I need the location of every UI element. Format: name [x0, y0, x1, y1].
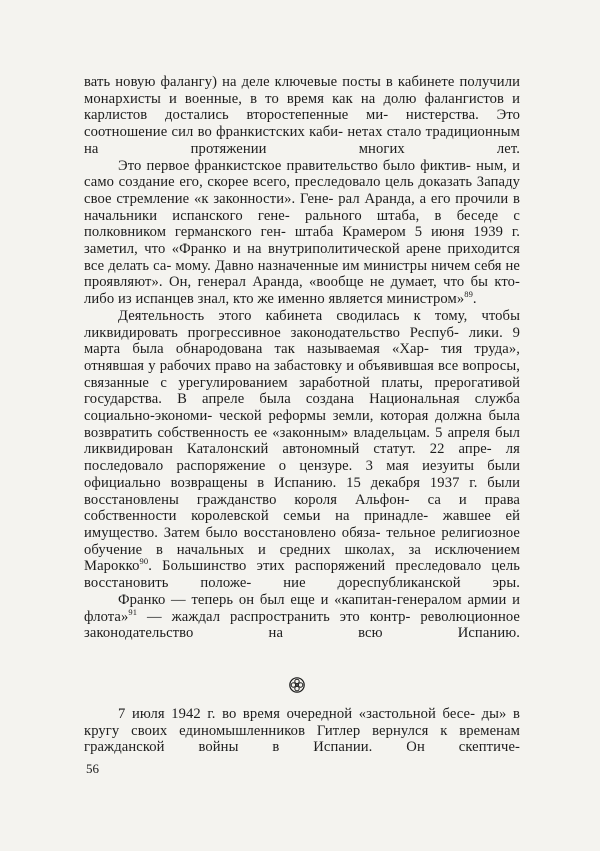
page-number: 56 — [86, 761, 99, 776]
text-line: временам гражданской войны в Испании. Он скептиче- — [84, 722, 520, 756]
page-text — [84, 74, 520, 642]
text-fragment: . Большинство этих — [148, 558, 285, 575]
text-line: мому. Давно назначенные им министры ничем себя не — [175, 257, 521, 274]
paragraph-1 — [84, 74, 520, 158]
text-line: были официально возвращены в Испанию. 15 декабря — [84, 458, 520, 491]
text-line: тельное религиозное обучение в начальных и средних — [84, 524, 521, 558]
text-line: школах, за исключением Марокко — [84, 541, 521, 575]
text-line: Деятельность этого кабинета сводилась к тому, чтобы — [118, 307, 520, 324]
footnote-marker-90: 90 — [139, 556, 149, 567]
text-line: революционное законодательство на всю Испанию. — [84, 608, 521, 642]
text-line: штаба Крамером 5 июня 1939 г. заметил, что «Франко и — [84, 224, 521, 258]
flower-ornament-icon — [288, 676, 306, 694]
text-line: ликвидировать прогрессивное законодательство Респуб- — [84, 324, 459, 341]
paragraph-5 — [84, 706, 520, 756]
text-line: армии и флота» — [84, 591, 520, 625]
footnote-marker-91: 91 — [128, 606, 138, 617]
text-line: са и права собственности королевской семьи на принадле- — [84, 491, 521, 525]
continued-text — [84, 706, 520, 756]
footnote-marker-89: 89 — [464, 289, 473, 300]
paragraph-3 — [84, 308, 520, 592]
text-fragment: — жаждал распространить это контр- — [137, 608, 411, 625]
text-line: рального штаба, в беседе с полковником германского ген- — [84, 207, 520, 241]
text-line: распоряжений преследовало цель восстановить положе- — [84, 558, 521, 592]
text-line: ля последовало распоряжение о цензуре. 3 мая иезуиты — [84, 441, 520, 475]
paragraph-2: Это первое франкистское правительство было фиктив- ным, и само создание его, скорее всего, преследовало цель доказать Западу свое стремление «к законности». Гене- рал Аранда, а его прочили в начальники испанского гене- рального штаба, в беседе с полковником германского ген- штаба Крамером 5 июня 1939 г. заметил, что «Франко и на внутриполитической арене приходится все делать са- мому. Давно назначенные им министры ничем себя не проявляют». Он, генерал Аранда, «вообще не думает, что бы кто-либо из испанцев знал, кто же именно является министром»$^{89}$. — [84, 157, 521, 308]
text-line: 1937 г. были восстановлены гражданство короля Альфон- — [84, 474, 520, 508]
text-line: проявляют». Он, генерал Аранда, «вообще не думает, что — [84, 274, 465, 291]
text-line: вать новую фалангу) на деле ключевые посты в кабинете — [84, 74, 455, 90]
text-line: тия труда», отнявшая у рабочих право на забастовку и — [84, 341, 520, 374]
text-line: 7 июля 1942 г. во время очередной «застольной бесе- — [118, 706, 476, 722]
text-line: Это первое франкистское правительство было фиктив- — [118, 157, 472, 174]
text-line: ды» в кругу своих единомышленников Гитлер вернулся к — [84, 706, 520, 739]
text-line: фалангистов и карлистов достались второстепенные ми- — [84, 90, 520, 124]
text-line: рал Аранда, а его прочили в начальники испанского гене- — [84, 190, 521, 224]
text-line: ние дореспубликанской эры. — [283, 575, 520, 592]
text-line: получили монархисты и военные, в то время как на долю — [84, 74, 520, 107]
text-line: на внутриполитической арене приходится все делать са- — [84, 241, 520, 274]
text-line: ческой реформы земли, которая должна была возвратить — [84, 408, 520, 441]
text-line: заработной платы, прерогативой государства. В апреле — [84, 374, 521, 408]
paragraph-4 — [84, 592, 520, 642]
text-line: нетах стало традиционным на протяжении многих лет. — [84, 124, 521, 157]
text-line: министром» — [386, 291, 465, 308]
text-line: собственность ее «законным» владельцам. 5 апреля был — [157, 424, 520, 441]
text-line: ликвидирован Каталонский автономный статут. 22 апре- — [84, 441, 492, 458]
text-line: лики. 9 марта была обнародована так называемая «Хар- — [84, 324, 520, 358]
text-line: Франко — теперь он был еще и «капитан-генералом — [118, 591, 462, 608]
text-line: бы кто-либо из испанцев знал, кто же именно является — [84, 274, 521, 308]
text-line: жавшее ей имущество. Затем было восстановлено обяза- — [84, 508, 520, 541]
text-line: нистерства. Это соотношение сил во франкистских каби- — [84, 107, 521, 141]
text-line: объявившая все вопросы, связанные с урегулированием — [84, 357, 520, 391]
text-line: ным, и само создание его, скорее всего, преследовало цель — [84, 157, 521, 191]
text-line: доказать Западу свое стремление «к законности». Гене- — [84, 174, 520, 207]
text-line: была создана Национальная служба социально-экономи- — [84, 391, 521, 425]
